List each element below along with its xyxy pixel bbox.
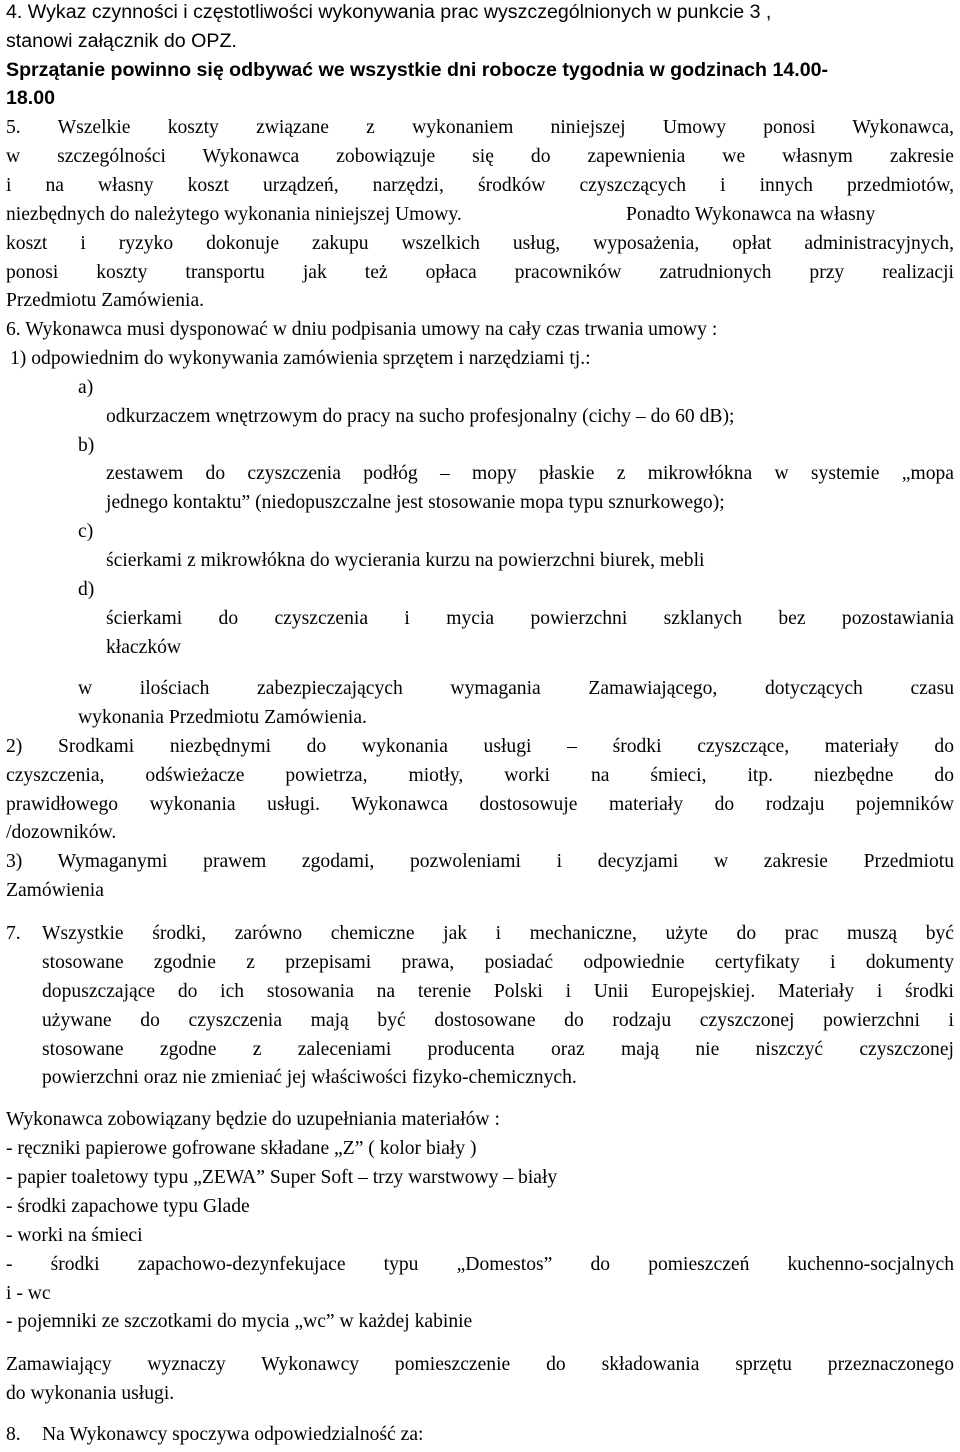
p6-sub-d-text-2: kłaczków (106, 637, 182, 658)
p7-number: 7. (6, 923, 21, 944)
storage-line-2: do wykonania usługi. (6, 1383, 175, 1404)
supplies-item-5-cont: i - wc (6, 1283, 51, 1304)
p6-item-2-line-2: czyszczenia, odświeżacze powietrza, miotły, worki na śmieci, itp. niezbędne do (6, 766, 954, 786)
p5-line-7: Przedmiotu Zamówienia. (6, 290, 205, 311)
p4-line-3: Sprzątanie powinno się odbywać we wszystkie dni robocze tygodnia w godzinach 14.00- (6, 59, 829, 81)
p6-item-3-line-2: Zamówienia (6, 880, 104, 901)
p5-line-4b: Ponadto Wykonawca na własny (626, 204, 876, 225)
p6-item-1: 1) odpowiednim do wykonywania zamówienia sprzętem i narzędziami tj.: (10, 348, 591, 369)
p6-sub-a-text: odkurzaczem wnętrzowym do pracy na sucho profesjonalny (cichy – do 60 dB); (106, 406, 735, 427)
p5-line-6: ponosi koszty transportu jak też opłaca pracowników zatrudnionych przy realizacji (6, 263, 954, 283)
p6-sub-a-label: a) (78, 377, 94, 398)
p7-line-2: stosowane zgodnie z przepisami prawa, posiadać odpowiednie certyfikaty i dokumenty (42, 953, 954, 973)
supplies-item-5: - środki zapachowo-dezynfekujace typu „Domestos” do pomieszczeń kuchenno-socjalnych (6, 1255, 954, 1275)
supplies-item-4: - worki na śmieci (6, 1225, 143, 1246)
p8-number: 8. (6, 1424, 21, 1445)
p5-line-5: koszt i ryzyko dokonuje zakupu wszelkich usług, wyposażenia, opłat administracyjnych, (6, 234, 954, 254)
p6-sub-c-text: ścierkami z mikrowłókna do wycierania kurzu na powierzchni biurek, mebli (106, 550, 705, 571)
p7-line-1: Wszystkie środki, zarówno chemiczne jak i mechaniczne, użyte do prac muszą być (42, 924, 954, 944)
p7-line-4: używane do czyszczenia mają być dostosowane do rodzaju czyszczonej powierzchni i (42, 1011, 954, 1031)
p6-item-2-line-4: /dozowników. (6, 822, 117, 843)
p6-item-3-line-1: 3) Wymaganymi prawem zgodami, pozwoleniami i decyzjami w zakresie Przedmiotu (6, 852, 954, 872)
p5-line-2: w szczególności Wykonawca zobowiązuje się do zapewnienia we własnym zakresie (6, 147, 954, 167)
p8-text: Na Wykonawcy spoczywa odpowiedzialność za: (42, 1424, 424, 1445)
p6-item-2-line-1: 2) Środkami niezbędnymi do wykonania usługi – środki czyszczące, materiały do (6, 737, 954, 757)
p6-sub-d-text-1: ścierkami do czyszczenia i mycia powierzchni szklanych bez pozostawiania (106, 609, 954, 629)
supplies-item-6: - pojemniki ze szczotkami do mycia „wc” w każdej kabinie (6, 1311, 473, 1332)
storage-line-1: Zamawiający wyznaczy Wykonawcy pomieszczenie do składowania sprzętu przeznaczonego (6, 1355, 954, 1375)
p5-line-4a: niezbędnych do należytego wykonania niniejszej Umowy. (6, 204, 462, 225)
supplies-intro: Wykonawca zobowiązany będzie do uzupełniania materiałów : (6, 1109, 500, 1130)
p6-sub-b-text-2: jednego kontaktu” (niedopuszczalne jest stosowanie mopa typu sznurkowego); (106, 492, 725, 513)
p6-sub-d-label: d) (78, 579, 95, 600)
p6-sub-b-text-1: zestawem do czyszczenia podłóg – mopy płaskie z mikrowłókna w systemie „mopa (106, 464, 954, 484)
p6-item-2-line-3: prawidłowego wykonania usługi. Wykonawca dostosowuje materiały do rodzaju pojemników (6, 795, 954, 815)
supplies-item-2: - papier toaletowy typu „ZEWA” Super Soft – trzy warstwowy – biały (6, 1167, 558, 1188)
p5-line-3: i na własny koszt urządzeń, narzędzi, środków czyszczących i innych przedmiotów, (6, 176, 954, 196)
p6-after-1: w ilościach zabezpieczających wymagania Zamawiającego, dotyczących czasu (78, 679, 954, 699)
supplies-item-3: - środki zapachowe typu Glade (6, 1196, 250, 1217)
p6-sub-c-label: c) (78, 521, 94, 542)
supplies-item-1: - ręczniki papierowe gofrowane składane „Z” ( kolor biały ) (6, 1138, 477, 1159)
p7-line-3: dopuszczające do ich stosowania na terenie Polski i Unii Europejskiej. Materiały i środki (42, 982, 954, 1002)
p4-line-4: 18.00 (6, 87, 56, 109)
p4-line-1: 4. Wykaz czynności i częstotliwości wykonywania prac wyszczególnionych w punkcie 3 , (6, 1, 772, 23)
p4-line-2: stanowi załącznik do OPZ. (6, 30, 237, 52)
p6-sub-b-label: b) (78, 435, 95, 456)
p7-line-6: powierzchni oraz nie zmieniać jej właściwości fizyko-chemicznych. (42, 1067, 577, 1088)
p6-after-2: wykonania Przedmiotu Zamówienia. (78, 707, 367, 728)
p6-intro: 6. Wykonawca musi dysponować w dniu podpisania umowy na cały czas trwania umowy : (6, 319, 718, 340)
p7-line-5: stosowane zgodne z zaleceniami producenta oraz mają nie niszczyć czyszczonej (42, 1040, 954, 1060)
p5-line-1: 5. Wszelkie koszty związane z wykonaniem niniejszej Umowy ponosi Wykonawca, (6, 118, 954, 138)
